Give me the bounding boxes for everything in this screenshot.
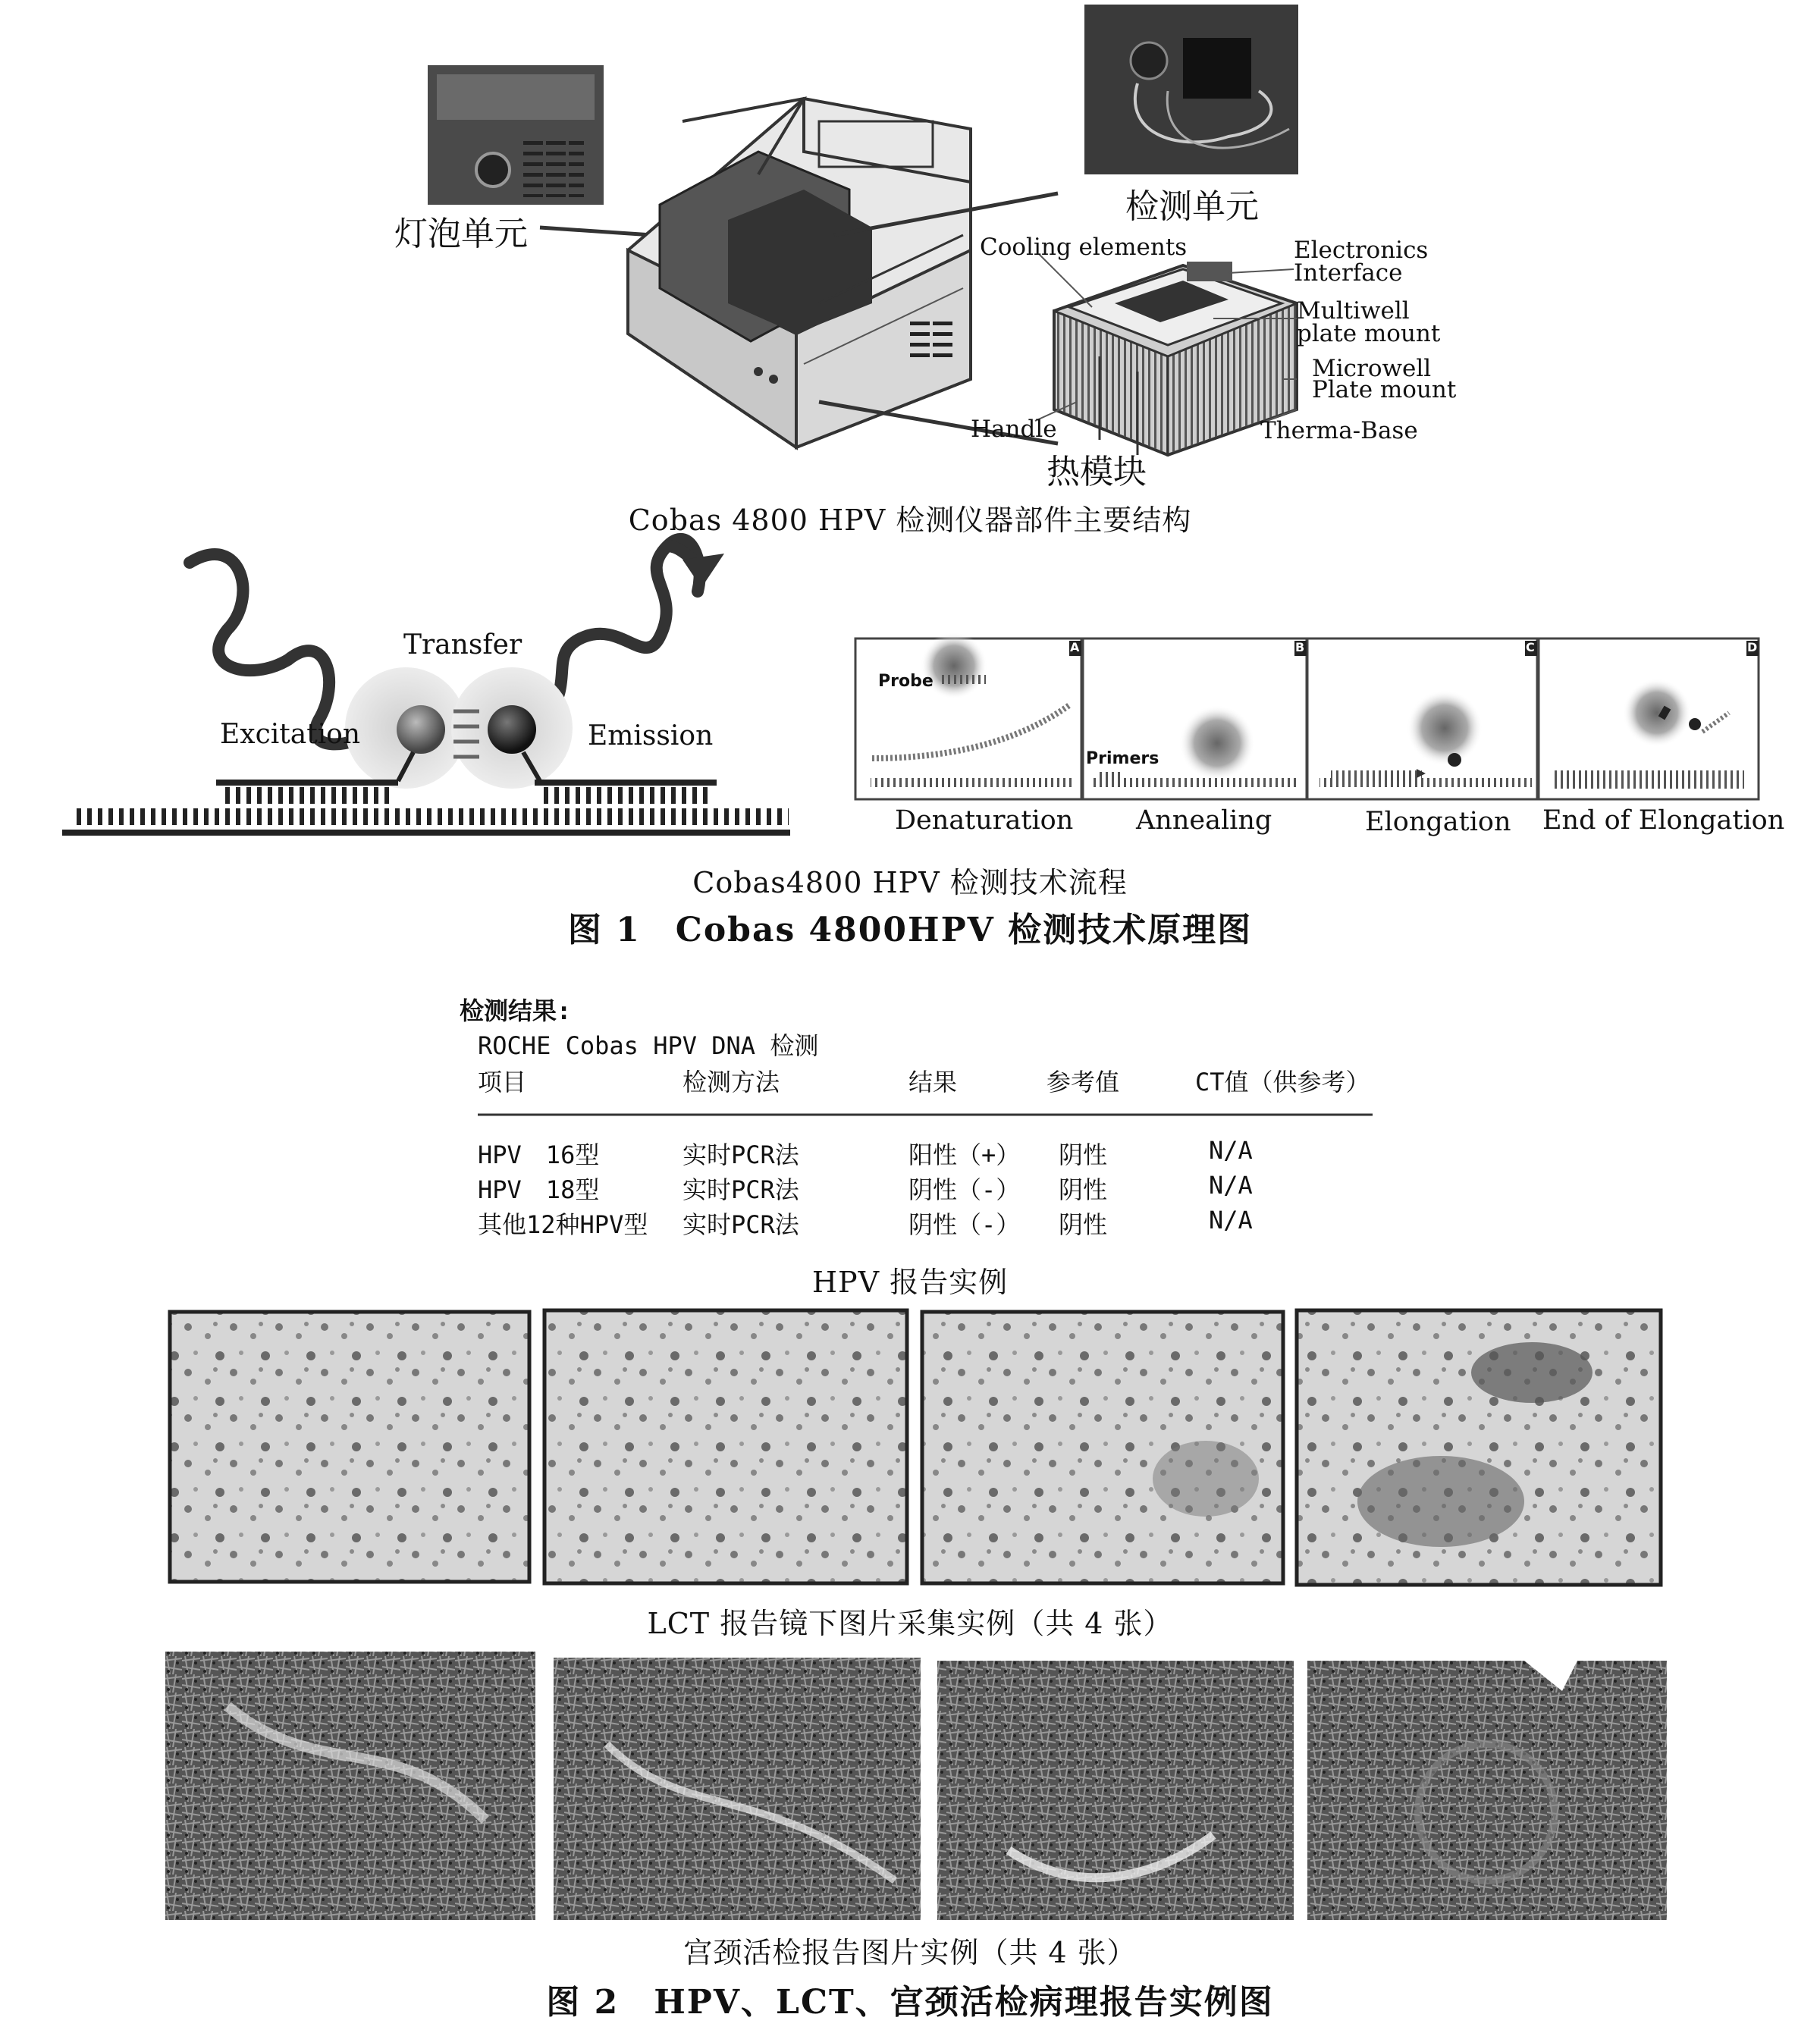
instrument-caption: Cobas 4800 HPV 检测仪器部件主要结构 [628, 504, 1192, 537]
report-subheading: ROCHE Cobas HPV DNA 检测 [478, 1031, 819, 1060]
col-method: 检测方法 [682, 1068, 780, 1097]
lct-caption: LCT 报告镜下图片采集实例（共 4 张） [647, 1607, 1173, 1640]
multiwell-label: Multiwell [1297, 297, 1410, 325]
row1-item: HPV 16型 [478, 1140, 600, 1169]
figure2-title: 图 2 HPV、LCT、宫颈活检病理报告实例图 [546, 1983, 1274, 2022]
row2-method: 实时PCR法 [682, 1175, 799, 1204]
row1-method: 实时PCR法 [682, 1140, 799, 1169]
thermal-module-label: 热模块 [1046, 453, 1147, 491]
biopsy-image-2 [554, 1658, 921, 1920]
col-ct: CT值（供参考） [1195, 1068, 1370, 1097]
bulb-unit-label: 灯泡单元 [394, 215, 528, 253]
row1-reference: 阴性 [1059, 1140, 1108, 1169]
flow-caption: Cobas4800 HPV 检测技术流程 [692, 866, 1128, 899]
electronics-label: Electronics [1294, 237, 1429, 264]
lct-image-1 [170, 1312, 529, 1582]
row1-ct: N/A [1209, 1136, 1253, 1165]
row3-method: 实时PCR法 [682, 1210, 799, 1239]
microwell-label: Microwell [1312, 355, 1432, 382]
panel-d-letter: D [1747, 640, 1758, 654]
detection-unit-label: 检测单元 [1125, 187, 1259, 226]
row2-reference: 阴性 [1059, 1175, 1108, 1204]
step-denaturation: Denaturation [895, 805, 1074, 836]
interface-label: Interface [1294, 259, 1403, 287]
lct-image-4 [1297, 1310, 1661, 1585]
microwell-mount-label: Plate mount [1312, 376, 1457, 403]
row3-item: 其他12种HPV型 [478, 1210, 648, 1239]
panel-c-letter: C [1526, 640, 1535, 654]
step-elongation: Elongation [1365, 807, 1511, 837]
row2-result: 阴性（-） [908, 1175, 1021, 1204]
biopsy-image-1 [165, 1652, 535, 1920]
col-item: 项目 [478, 1068, 527, 1097]
primers-label: Primers [1086, 749, 1159, 768]
transfer-label: Transfer [403, 629, 522, 660]
excitation-label: Excitation [220, 719, 361, 750]
row3-result: 阴性（-） [908, 1210, 1021, 1239]
report-heading: 检测结果: [460, 996, 572, 1025]
figure1-title: 图 1 Cobas 4800HPV 检测技术原理图 [567, 911, 1253, 949]
row3-reference: 阴性 [1059, 1210, 1108, 1239]
step-end-of-elongation: End of Elongation [1542, 805, 1785, 836]
emission-label: Emission [588, 720, 714, 751]
probe-label: Probe [878, 672, 934, 691]
row1-result: 阳性（+） [908, 1140, 1021, 1169]
row2-item: HPV 18型 [478, 1175, 600, 1204]
multiwell-mount-label: plate mount [1297, 320, 1441, 347]
row2-ct: N/A [1209, 1171, 1253, 1200]
therma-base-label: Therma-Base [1260, 417, 1418, 444]
handle-label: Handle [971, 416, 1057, 443]
col-reference: 参考值 [1046, 1068, 1120, 1097]
col-result: 结果 [908, 1068, 958, 1097]
row3-ct: N/A [1209, 1206, 1253, 1235]
biopsy-caption: 宫颈活检报告图片实例（共 4 张） [683, 1936, 1137, 1969]
report-caption: HPV 报告实例 [811, 1266, 1009, 1299]
panel-b-letter: B [1295, 640, 1305, 654]
step-annealing: Annealing [1136, 805, 1272, 836]
lct-image-2 [544, 1310, 907, 1583]
cooling-elements-label: Cooling elements [980, 234, 1188, 261]
panel-a-letter: A [1070, 640, 1080, 654]
